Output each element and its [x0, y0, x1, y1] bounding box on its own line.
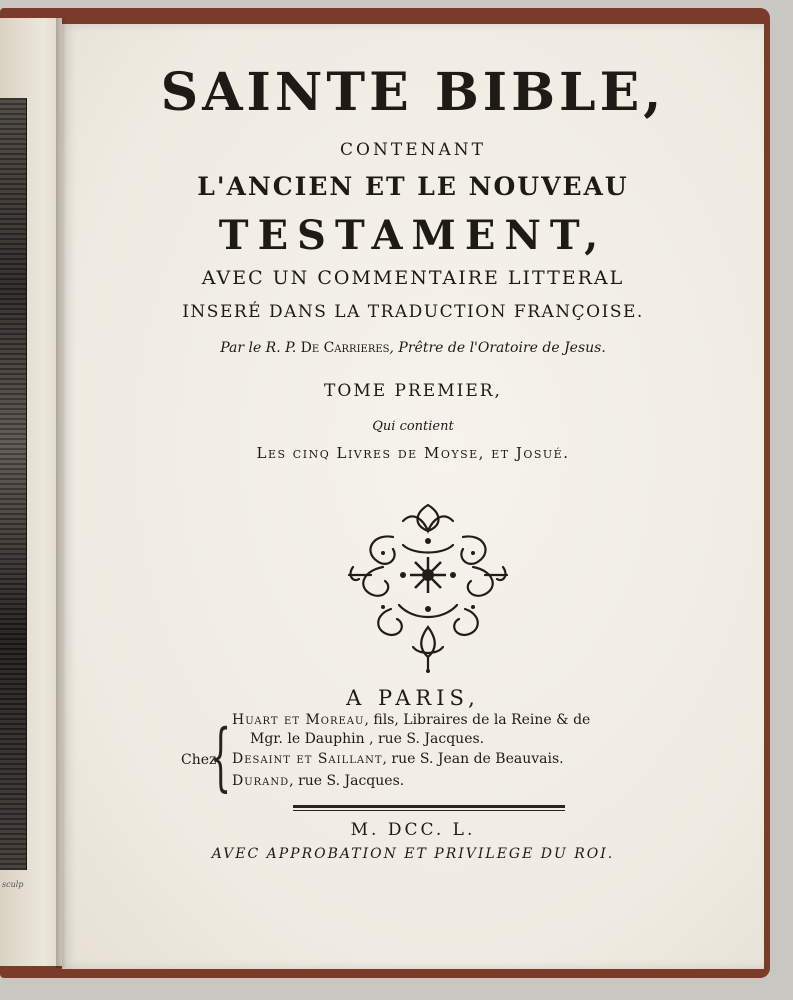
frontispiece-engraving	[0, 98, 27, 870]
imprint-chez: Chez	[181, 752, 217, 768]
printer-detail: , fils, Libraires de la Reine & de	[364, 712, 591, 728]
printer-detail: , rue S. Jacques.	[289, 773, 405, 789]
printer-huart-moreau	[232, 712, 590, 728]
printer-detail: Mgr. le Dauphin , rue S. Jacques.	[250, 731, 485, 747]
printers-ornament	[343, 497, 513, 673]
imprint-rule-thick	[293, 805, 565, 808]
tome-premier: TOME PREMIER,	[324, 381, 502, 401]
author-prefix: Par le R. P.	[220, 340, 301, 356]
imprint-city: A PARIS,	[346, 686, 480, 710]
imprint-rule-thin	[293, 810, 565, 811]
left-page	[0, 18, 62, 966]
imprint-year: M. DCC. L.	[350, 820, 476, 840]
royal-privilege: AVEC APPROBATION ET PRIVILEGE DU ROI.	[211, 846, 615, 862]
printer-detail: , rue S. Jean de Beauvais.	[382, 751, 564, 767]
title-ancien-nouveau: L'ANCIEN ET LE NOUVEAU	[197, 172, 629, 201]
printer-durand	[232, 773, 404, 789]
title-traduction: INSERÉ DANS LA TRADUCTION FRANÇOISE.	[182, 302, 644, 322]
author-suffix: , Prêtre de l'Oratoire de Jesus.	[389, 340, 606, 356]
title-commentaire: AVEC UN COMMENTAIRE LITTERAL	[201, 267, 625, 289]
engraver-mark: sculp	[2, 880, 24, 889]
printer-desaint-saillant	[232, 751, 564, 767]
author-name: De Carrieres	[300, 340, 390, 356]
author-line	[62, 340, 764, 356]
title-testament: TESTAMENT,	[218, 212, 608, 259]
printer-name: Desaint et Saillant	[232, 751, 383, 767]
volume-contents: Les cinq Livres de Moyse, et Josué.	[256, 444, 570, 462]
printer-name: Durand	[232, 773, 290, 789]
title-contenant: CONTENANT	[340, 140, 486, 160]
imprint-brace: {	[210, 714, 232, 800]
qui-contient: Qui contient	[372, 419, 454, 434]
printer-name: Huart et Moreau	[232, 712, 365, 728]
title-sainte-bible: SAINTE BIBLE,	[160, 62, 666, 123]
printer-dauphin-line	[250, 731, 484, 747]
